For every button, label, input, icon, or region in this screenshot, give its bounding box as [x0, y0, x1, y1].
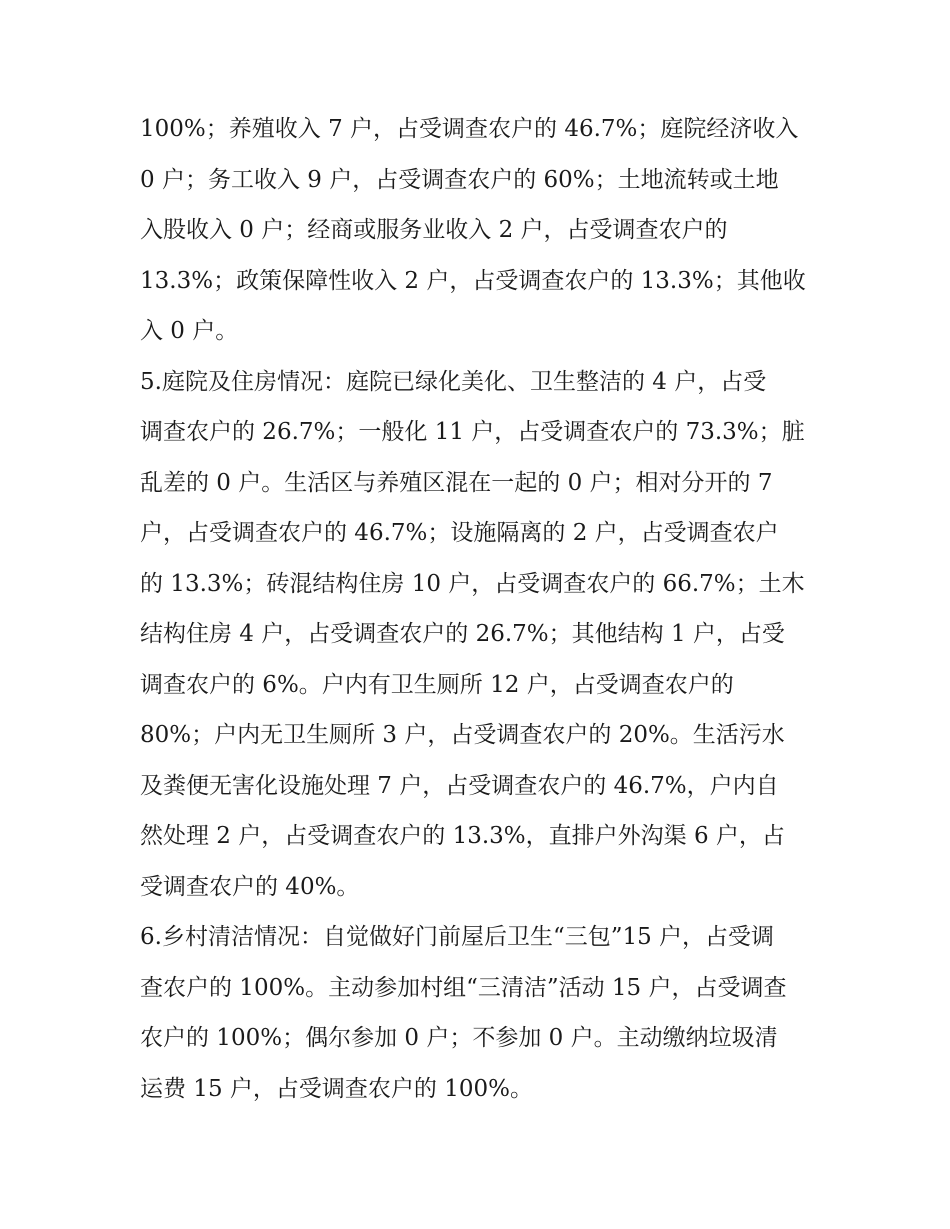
- text-line: 调查农户的 6%。户内有卫生厕所 12 户，占受调查农户的: [140, 671, 734, 698]
- text-line: 结构住房 4 户，占受调查农户的 26.7%；其他结构 1 户，占受: [140, 621, 785, 647]
- text-line: 0 户；务工收入 9 户，占受调查农户的 60%；土地流转或土地: [140, 166, 779, 193]
- section-heading-line: 6.乡村清洁情况：自觉做好门前屋后卫生“三包”15 户，占受调: [140, 924, 775, 950]
- text-line: 入 0 户。: [140, 318, 239, 344]
- text-line: 13.3%；政策保障性收入 2 户，占受调查农户的 13.3%；其他收: [140, 267, 806, 294]
- text-line: 运费 15 户，占受调查农户的 100%。: [140, 1075, 533, 1102]
- section-heading-line: 5.庭院及住房情况：庭院已绿化美化、卫生整洁的 4 户，占受: [140, 368, 767, 395]
- paragraph-courtyard-housing: [140, 357, 812, 913]
- text-line: 农户的 100%；偶尔参加 0 户；不参加 0 户。主动缴纳垃圾清: [140, 1025, 778, 1051]
- text-line: 的 13.3%；砖混结构住房 10 户，占受调查农户的 66.7%；土木: [140, 570, 805, 597]
- text-line: 乱差的 0 户。生活区与养殖区混在一起的 0 户；相对分开的 7: [140, 469, 773, 496]
- text-line: 受调查农户的 40%。: [140, 873, 360, 900]
- paragraph-income: [140, 104, 812, 357]
- text-line: 及粪便无害化设施处理 7 户，占受调查农户的 46.7%，户内自: [140, 772, 779, 799]
- text-line: 调查农户的 26.7%；一般化 11 户，占受调查农户的 73.3%；脏: [140, 419, 805, 445]
- paragraph-village-cleaning: [140, 912, 812, 1114]
- text-line: 户，占受调查农户的 46.7%；设施隔离的 2 户，占受调查农户: [140, 520, 779, 546]
- text-line: 查农户的 100%。主动参加村组“三清洁”活动 15 户，占受调查: [140, 974, 787, 1001]
- text-line: 100%；养殖收入 7 户，占受调查农户的 46.7%；庭院经济收入: [140, 116, 799, 142]
- document-body: [140, 104, 812, 1114]
- text-line: 80%；户内无卫生厕所 3 户，占受调查农户的 20%。生活污水: [140, 722, 785, 748]
- text-line: 然处理 2 户，占受调查农户的 13.3%，直排户外沟渠 6 户，占: [140, 823, 785, 849]
- text-line: 入股收入 0 户；经商或服务业收入 2 户，占受调查农户的: [140, 217, 728, 243]
